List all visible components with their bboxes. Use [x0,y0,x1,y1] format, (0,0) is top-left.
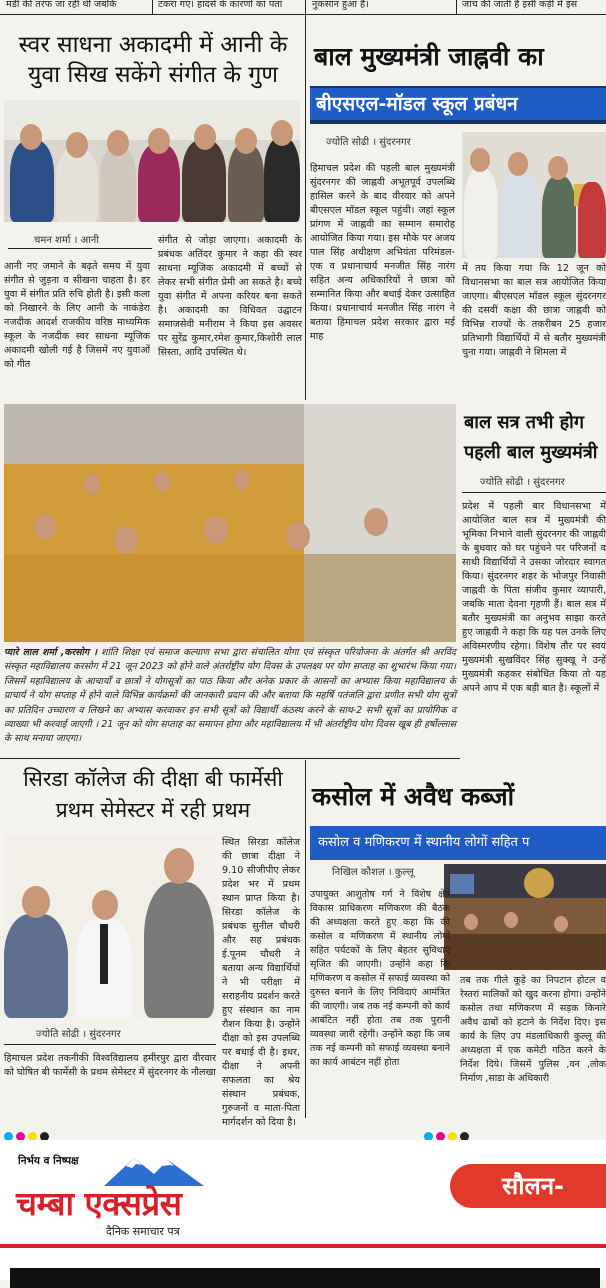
story5-col-right: स्थित सिरडा कॉलेज की छात्रा दीक्षा ने 9.10 सीजीपीए लेकर प्रदेश भर में प्रथम स्थान प्राप्त किया है। सिरडा कॉलेज के प्रबंधक सुनील चौधरी और सह प्रबंधक ई.पूनम चौधरी ने बताया अन्य विद्यार्थियों ने भी परीक्षा में सराहनीय प्रदर्शन करते हुए संस्थान का नाम रौशन किया है। उन्होंने दीक्षा को इस उपलब्धि पर बधाई दी है। इधर, दीक्षा ने अपनी सफलता का श्रेय संस्थान प्रबंधक, गुरुजनों व माता-पिता मार्गदर्शन को दिया है। [222,837,300,1128]
story6-col2: तब तक गीले कूड़े का निपटान होटल व रेस्तरां मालिकों को खुद करना होगा। उन्होंने कसोल तथा मणिकरण में सड़क किनारे अवैध ढाबों को हटाने के निर्देश दिए। इस कार्य के लिए उप मंडलाधिकारी कुल्लू की अध्यक्षता में एक कमेटी गठित करने के निर्देश दिये। जिसमें पुलिस ,वन ,लोक निर्माण ,साडा के अधिकारी [460,975,606,1084]
story5-headline: सिरडा कॉलेज की दीक्षा बी फार्मेसी प्रथम सेमेस्टर में रही प्रथम [23,767,283,822]
story2-col2: में तय किया गया कि 12 जून को विधानसभा का बाल सत्र आयोजित किया जाएगा। बीएसएल मॉडल स्कूल सुंदरनगर की दसवीं कक्षा की छात्रा जाह्नवी को विभिन्न राज्यों के तकरीबन 25 हजार प्रतिभागी विद्यार्थियों में से बतौर मुख्यमंत्री चुना गया। जाह्नवी ने शिमला में [462,263,606,358]
story2-byline: ज्योति सोढी । सुंदरनगर [326,137,411,148]
story3-headline: बाल सत्र तभी होग पहली बाल मुख्यमंत्री [464,412,598,463]
top-strip-left: मंडी की तरफ जा रही थी जबकि [6,0,117,10]
yoga-caption-body: शांति शिक्षा एवं समाज कल्याण सभा द्वारा संचालित योगा एवं संस्कृत परियोजना के अंतर्गत श्री अरविंद संस्कृत महाविद्यालय करसोग में 21 जून 2023 को होने वाले अंतर्राष्ट्रीय योग दिवस के उपलक्ष्य पर योग सप्ताह का शुभारंभ किया गया। जिसमें महाविद्यालय के आचार्यों व छात्रों ने योगसूत्रों का पाठ किया और अनेक प्रकार के आसनों का अभ्यास किया महाविद्यालय के प्राचार्य ने योग सप्ताह में होने वाले विभिन्न कार्यक्रमों की जानकारी प्रदान की और बताया कि महर्षि पतंजलि द्वारा प्रणीत सभी योग सूत्रों का प्रतिदिन उच्चारण व लिखने का अभ्यास करवाकर इन सभी सूत्रों को विद्यार्थी कंठस्थ करने के साथ-2 सभी सूत्रों का प्रायोगिक व व्याख्या भी करवाई जाएगी । 21 जून को योग सप्ताह का समापन होगा और महाविद्यालय में भी अंतर्राष्ट्रीय योग दिवस खूब ही हर्षोल्लास के साथ मनाया जाएगा। [4,647,456,745]
top-strip-mid2: नुकसान हुआ है। [312,0,369,10]
story1-byline: चमन शर्मा । आनी [34,235,99,246]
story2-subhead: बीएसएल-मॉडल स्कूल प्रबंधन [310,88,606,120]
masthead-red-rule [0,1244,606,1248]
story1-group-photo [4,100,300,222]
next-headline-clipped [0,1252,606,1280]
story2-award-photo [462,132,606,258]
story3-byline: ज्योति सोढी । सुंदरनगर [480,477,565,488]
story1-headline: स्वर साधना अकादमी में आनी के युवा सिख सकेंगे संगीत के गुण [18,32,288,88]
story6-subhead: कसोल व मणिकरण में स्थानीय लोगों सहित प [310,826,606,860]
masthead-tagline: निर्भय व निष्पक्ष [18,1155,79,1167]
story6-meeting-photo [444,864,606,970]
yoga-caption-lead: प्यारे लाल शर्मा ,करसोग । [4,647,98,658]
top-strip-right: जांच की जाती है इसी कड़ी में इस [462,0,578,10]
yoga-class-photo [4,404,456,642]
story2-headline: बाल मुख्यमंत्री जाह्नवी का [314,42,544,71]
story6-headline: कसोल में अवैध कब्जों [312,782,515,811]
story3-body: प्रदेश में पहली बार विधानसभा में आयोजित बाल सत्र में मुख्यमंत्री की भूमिका निभाने वाली सुंदरनगर की जाह्नवी के बुधवार को घर पहुंचने पर परिजनों व साथी विद्यार्थियों ने उसका जोरदार स्वागत किया। सुंदरनगर शहर के भोजपुर निवासी जाह्नवी के पिता संजीव कुमार व्यापारी, जबकि माता देवना गृहणी हैं। बाल सत्र में बतौर मुख्यमंत्री का अनुभव साझा करते हुए जाह्नवी ने कहा कि यह पल उनके लिए अविस्मरणीय रहेगा। विशेष तौर पर स्वयं मुख्यमंत्री सुखविंदर सिंह सुक्खू ने उन्हें मुख्यमंत्री कहकर संबोधित किया तो यह अपने आप में एक बड़ी बात है। स्कूलों में [462,501,606,694]
masthead-right-banner: सौलन- [450,1164,606,1208]
yoga-caption [4,646,456,750]
story6-byline: निखिल कौशल । कुल्लू [332,867,414,878]
masthead-subtitle: दैनिक समाचार पत्र [106,1225,180,1238]
story5-byline: ज्योति सोढी । सुंदरनगर [36,1029,121,1040]
story5-students-photo [4,834,216,1018]
story2-col1: हिमाचल प्रदेश की पहली बाल मुख्यमंत्री सुंदरनगर की जाह्नवी अभूतपूर्व उपलब्धि हासिल करने के बाद वीरवार को अपने बीएसएल मॉडल स्कूल पहुंची। जहां स्कूल प्रांगण में जाह्नवी का सम्मान समारोह आयोजित किया गया। इस मौके पर अजय पाल सिंह अधीक्षण अभियंता परिमंडल-एक व प्रधानाचार्य मनजीत सिंह नारंग सहित अन्य अधिकारियों ने छात्रा को सम्मानित किया और बधाई देकर उत्साहित किया। प्रधानाचार्य मनजीत सिंह नारंग ने बताया हिमाचल प्रदेश सरकार द्वारा मई माह [310,163,455,342]
story1-col1: आनी नए जमाने के बढ़ते समय में युवा संगीत से जुड़ना व सीखना चाहता है। हर युवा में संगीत प्रति रुचि होती है। इसी कला को निखारने के लिए आनी के नाकंडेरा नजदीक आदर्श राजकीय वरिष्ठ माध्यमिक स्कूल के नजदीक स्वर साधना म्यूजिक अकादमी खोली गई है जिसमें नए युवाओं को गीत [4,261,150,370]
story6-col1: उपायुक्त आशुतोष गर्ग ने विशेष क्षेत्र विकास प्राधिकरण मणिकरण की बैठक की अध्यक्षता करते हुए कहा कि की कसोल व मणिकरण में स्थानीय लोगों सहित पर्यटकों के लिए बेहतर सुविधाएं सृजित की जाएगी। उन्होंने कहा कि मणिकरण व कसोल में सफाई व्यवस्था को दुरुस्त बनाने के लिए निविदाएं आमंत्रित की जाएगी। जब तक नई कम्पनी को कार्य आबंटित नहीं होता तब तक पुरानी व्यवस्था जारी रहेगी। उन्होंने कहा कि जब तक नई कम्पनी को सफाई व्यवस्था बनाने का कार्य आबंटन नहीं होता [310,889,450,1068]
story1-col2: संगीत से जोड़ा जाएगा। अकादमी के प्रबंधक अतिंदर कुमार ने कहा की स्वर साधना म्यूजिक अकादमी में बच्चों से लेकर सभी संगीत प्रेमी आ सकते है। बच्चे युवा संगीत में अपना करियर बना सकते है। अकादमी का विधिवत उद्घाटन समाजसेवी मनीराम ने किया इस अवसर पर सुरेंद्र कुमार,रमेश कुमार,किशोरी लाल सिस्ता, आदि उपस्थित थे। [158,235,302,358]
masthead-name: चम्बा एक्सप्रेस [16,1184,182,1223]
top-strip-mid: टकरा गए। हादसे के कारणों का पता [158,0,283,10]
story5-col-left: हिमाचल प्रदेश तकनीकी विश्वविद्यालय हमीरपुर द्वारा वीरवार को घोषित बी फार्मेसी के प्रथम सेमेस्टर में सुंदरनगर के नौलखा [4,1053,216,1078]
